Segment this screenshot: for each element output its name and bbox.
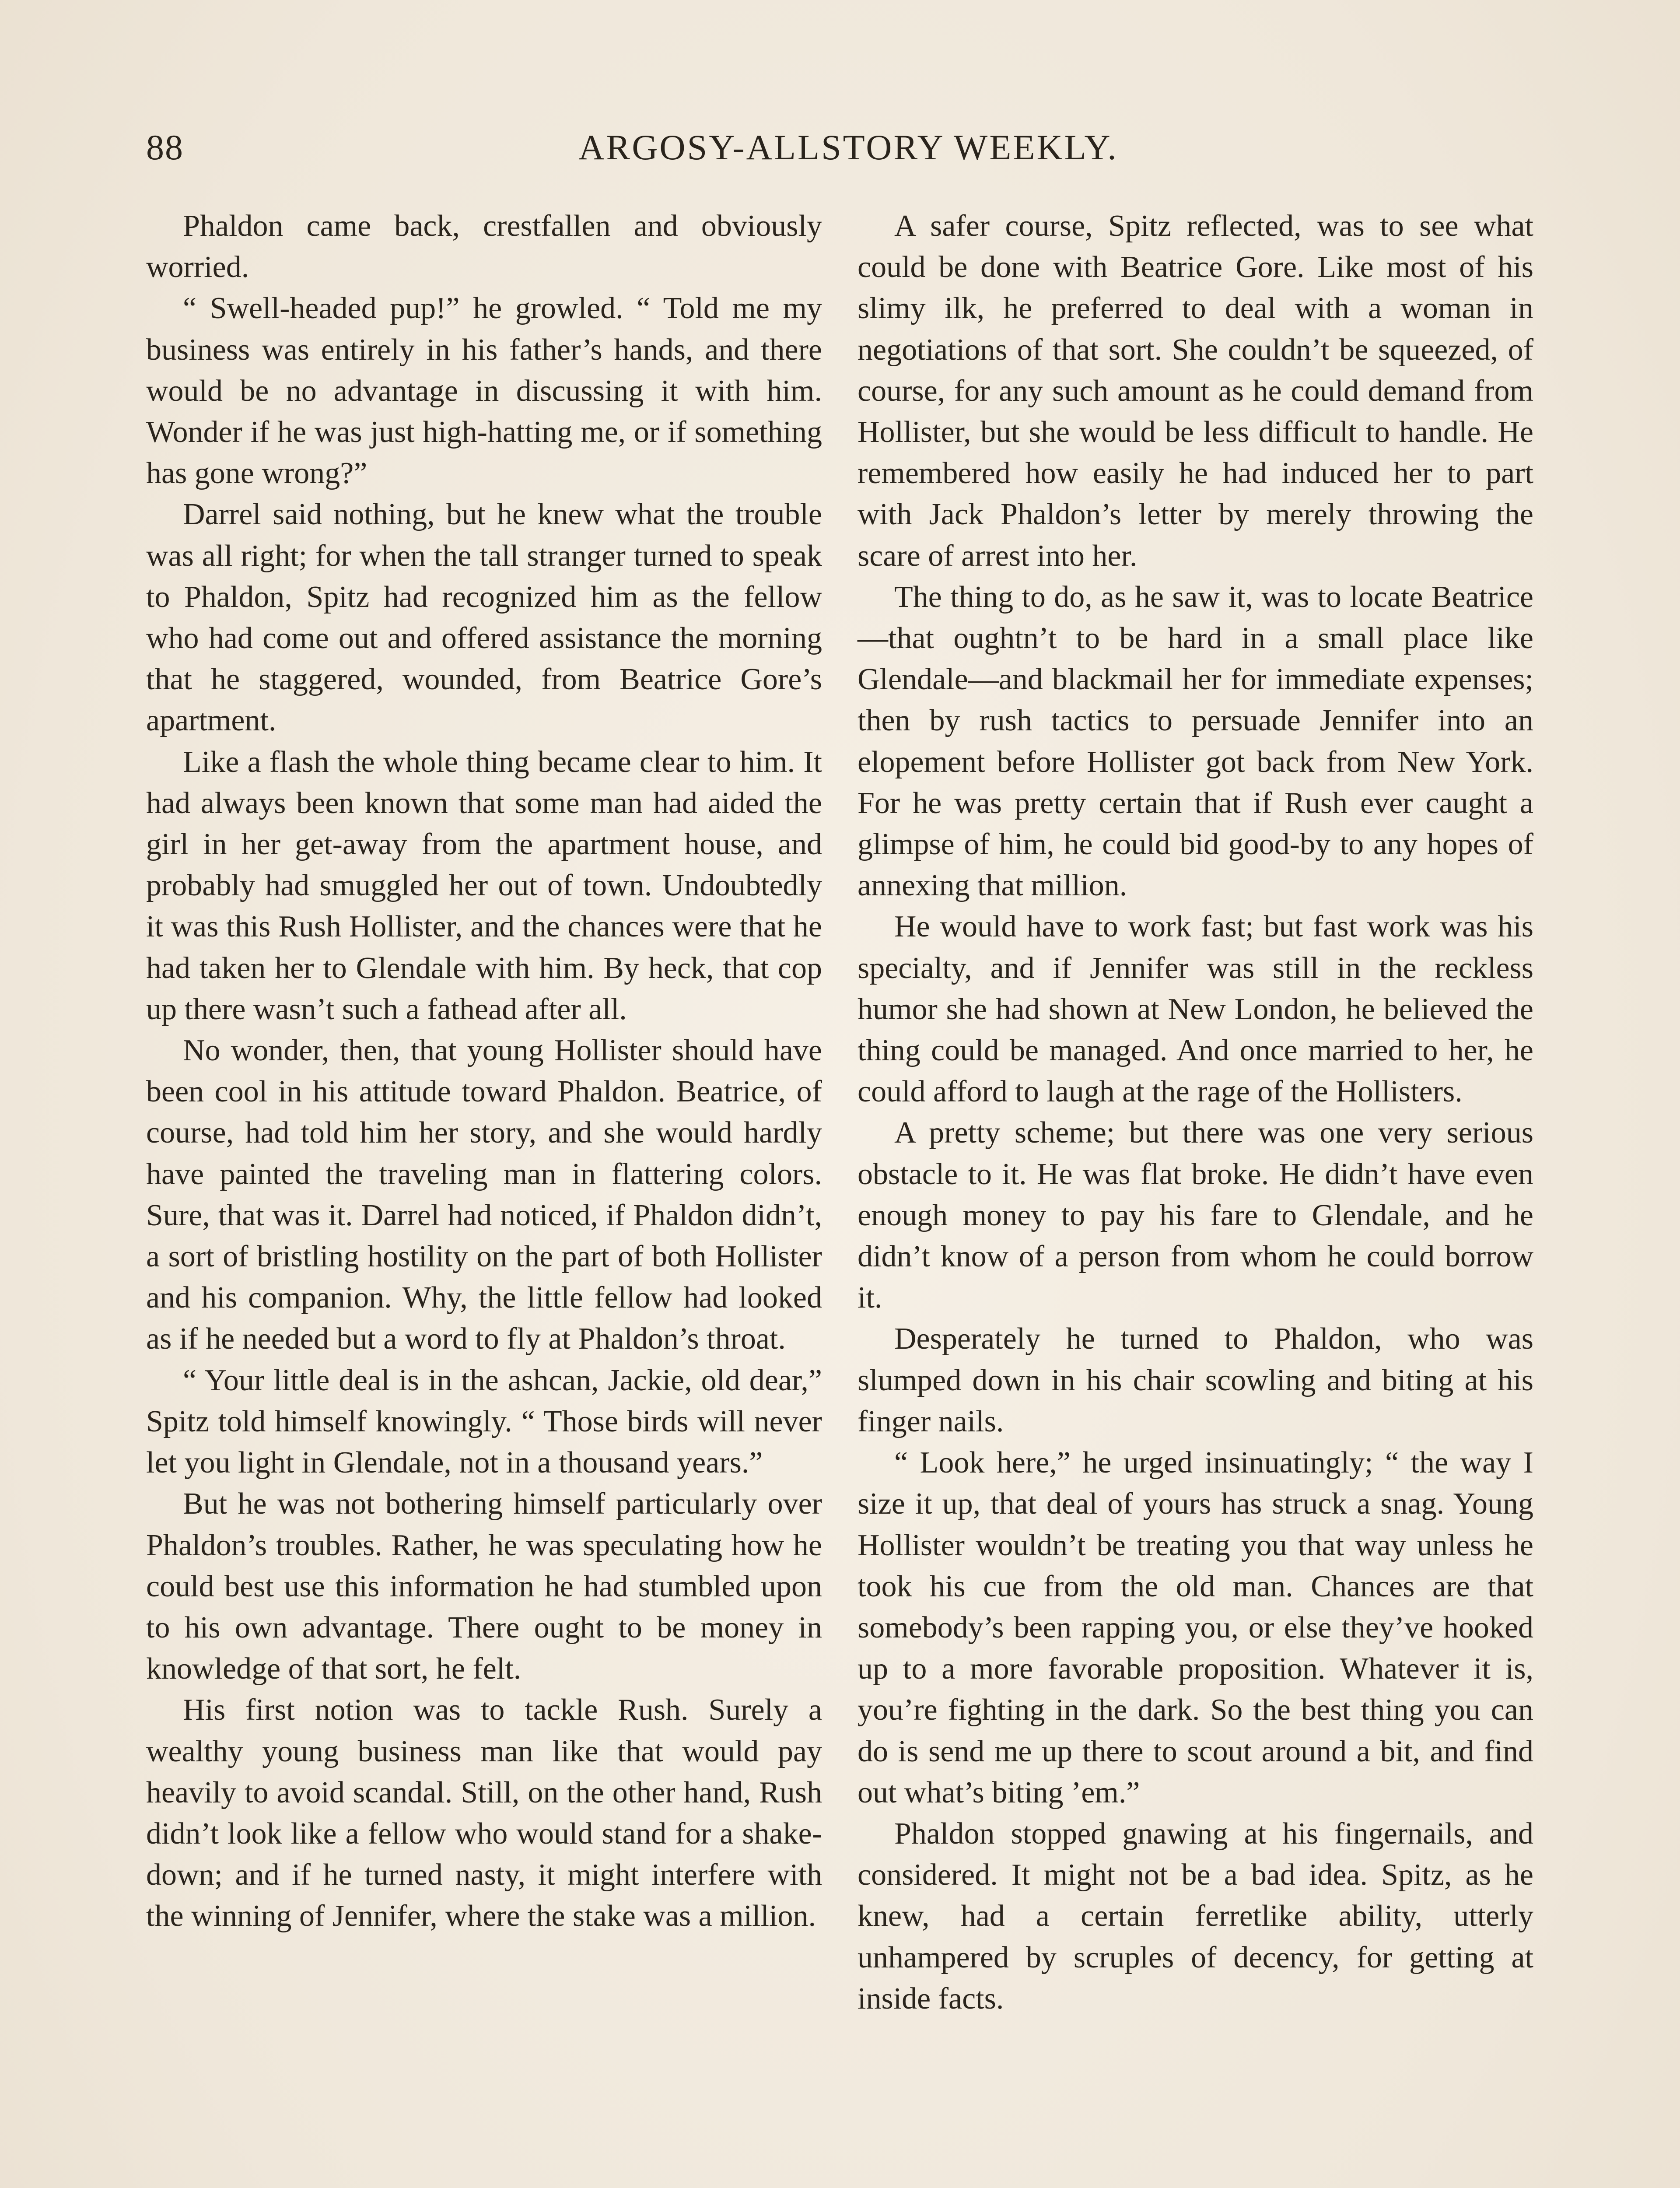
- paragraph: “ Swell-headed pup!” he growled. “ Told me my business was entirely in his father’s hands, and there would be no advantage in discussing it with him. Wonder if he was just high-hatting me, or if something has gone wrong?”: [146, 291, 822, 491]
- paragraph: “ Your little deal is in the ashcan, Jackie, old dear,” Spitz told himself knowingly. “ Those birds will never let you light in Glendale, not in a thousand years.”: [146, 1363, 822, 1480]
- paragraph: A pretty scheme; but there was one very serious obstacle to it. He was flat broke. He didn’t have even enough money to pay his fare to Glendale, and he didn’t know of a person from whom he could borrow it.: [858, 1116, 1533, 1315]
- paragraph: “ Look here,” he urged insinuatingly; “ the way I size it up, that deal of yours has struck a snag. Young Hollister wouldn’t be treating you that way unless he took his cue from the old man. Chances are that somebody’s been rapping you, or else they’ve hooked up to a more favorable proposition. Whatever it is, you’re fighting in the dark. So the best thing you can do is send me up there to scout around a bit, and find out what’s biting ’em.”: [858, 1446, 1533, 1809]
- paragraph: He would have to work fast; but fast work was his specialty, and if Jennifer was still in the reckless humor she had shown at New London, he believed the thing could be managed. And once married to her, he could afford to laugh at the rage of the Hollisters.: [858, 910, 1533, 1109]
- paragraph: Phaldon came back, crestfallen and obviously worried.: [146, 209, 822, 284]
- left-column: [146, 206, 822, 1937]
- page-number: 88: [146, 127, 184, 167]
- page-header: [146, 127, 1550, 175]
- paragraph: Darrel said nothing, but he knew what the trouble was all right; for when the tall stranger turned to speak to Phaldon, Spitz had recognized him as the fellow who had come out and offered assistance the morning that he staggered, wounded, from Beatrice Gore’s apartment.: [146, 498, 822, 738]
- right-column: [858, 206, 1533, 2020]
- paragraph: Like a flash the whole thing became clear to him. It had always been known that some man had aided the girl in her get-away from the apartment house, and probably had smuggled her out of town. Undoubtedly it was this Rush Hollister, and the chances were that he had taken her to Glendale with him. By heck, that cop up there wasn’t such a fathead after all.: [146, 745, 822, 1026]
- paragraph: But he was not bothering himself particularly over Phaldon’s troubles. Rather, he was speculating how he could best use this information he had stumbled upon to his own advantage. There ought to be money in knowledge of that sort, he felt.: [146, 1487, 822, 1686]
- running-head: ARGOSY-ALLSTORY WEEKLY.: [578, 127, 1118, 167]
- paragraph: The thing to do, as he saw it, was to locate Beatrice—that oughtn’t to be hard in a small place like Glendale—and blackmail her for immediate expenses; then by rush tactics to persuade Jennifer into an elopement before Hollister got back from New York. For he was pretty certain that if Rush ever caught a glimpse of him, he could bid good-by to any hopes of annexing that million.: [858, 580, 1533, 903]
- paragraph: Phaldon stopped gnawing at his fingernails, and considered. It might not be a bad idea. Spitz, as he knew, had a certain ferretlike ability, utterly unhampered by scruples of decency, for getting at inside facts.: [858, 1816, 1533, 2016]
- paragraph: No wonder, then, that young Hollister should have been cool in his attitude toward Phaldon. Beatrice, of course, had told him her story, and she would hardly have painted the traveling man in flattering colors. Sure, that was it. Darrel had noticed, if Phaldon didn’t, a sort of bristling hostility on the part of both Hollister and his companion. Why, the little fellow had looked as if he needed but a word to fly at Phaldon’s throat.: [146, 1034, 822, 1356]
- paragraph: His first notion was to tackle Rush. Surely a wealthy young business man like that would pay heavily to avoid scandal. Still, on the other hand, Rush didn’t look like a fellow who would stand for a shakedown; and if he turned nasty, it might interfere with the winning of Jennifer, where the stake was a million.: [146, 1693, 822, 1933]
- paragraph: A safer course, Spitz reflected, was to see what could be done with Beatrice Gore. Like most of his slimy ilk, he preferred to deal with a woman in negotiations of that sort. She couldn’t be squeezed, of course, for any such amount as he could demand from Hollister, but she would be less difficult to handle. He remembered how easily he had induced her to part with Jack Phaldon’s letter by merely throwing the scare of arrest into her.: [858, 209, 1533, 573]
- paragraph: Desperately he turned to Phaldon, who was slumped down in his chair scowling and biting at his finger nails.: [858, 1322, 1533, 1438]
